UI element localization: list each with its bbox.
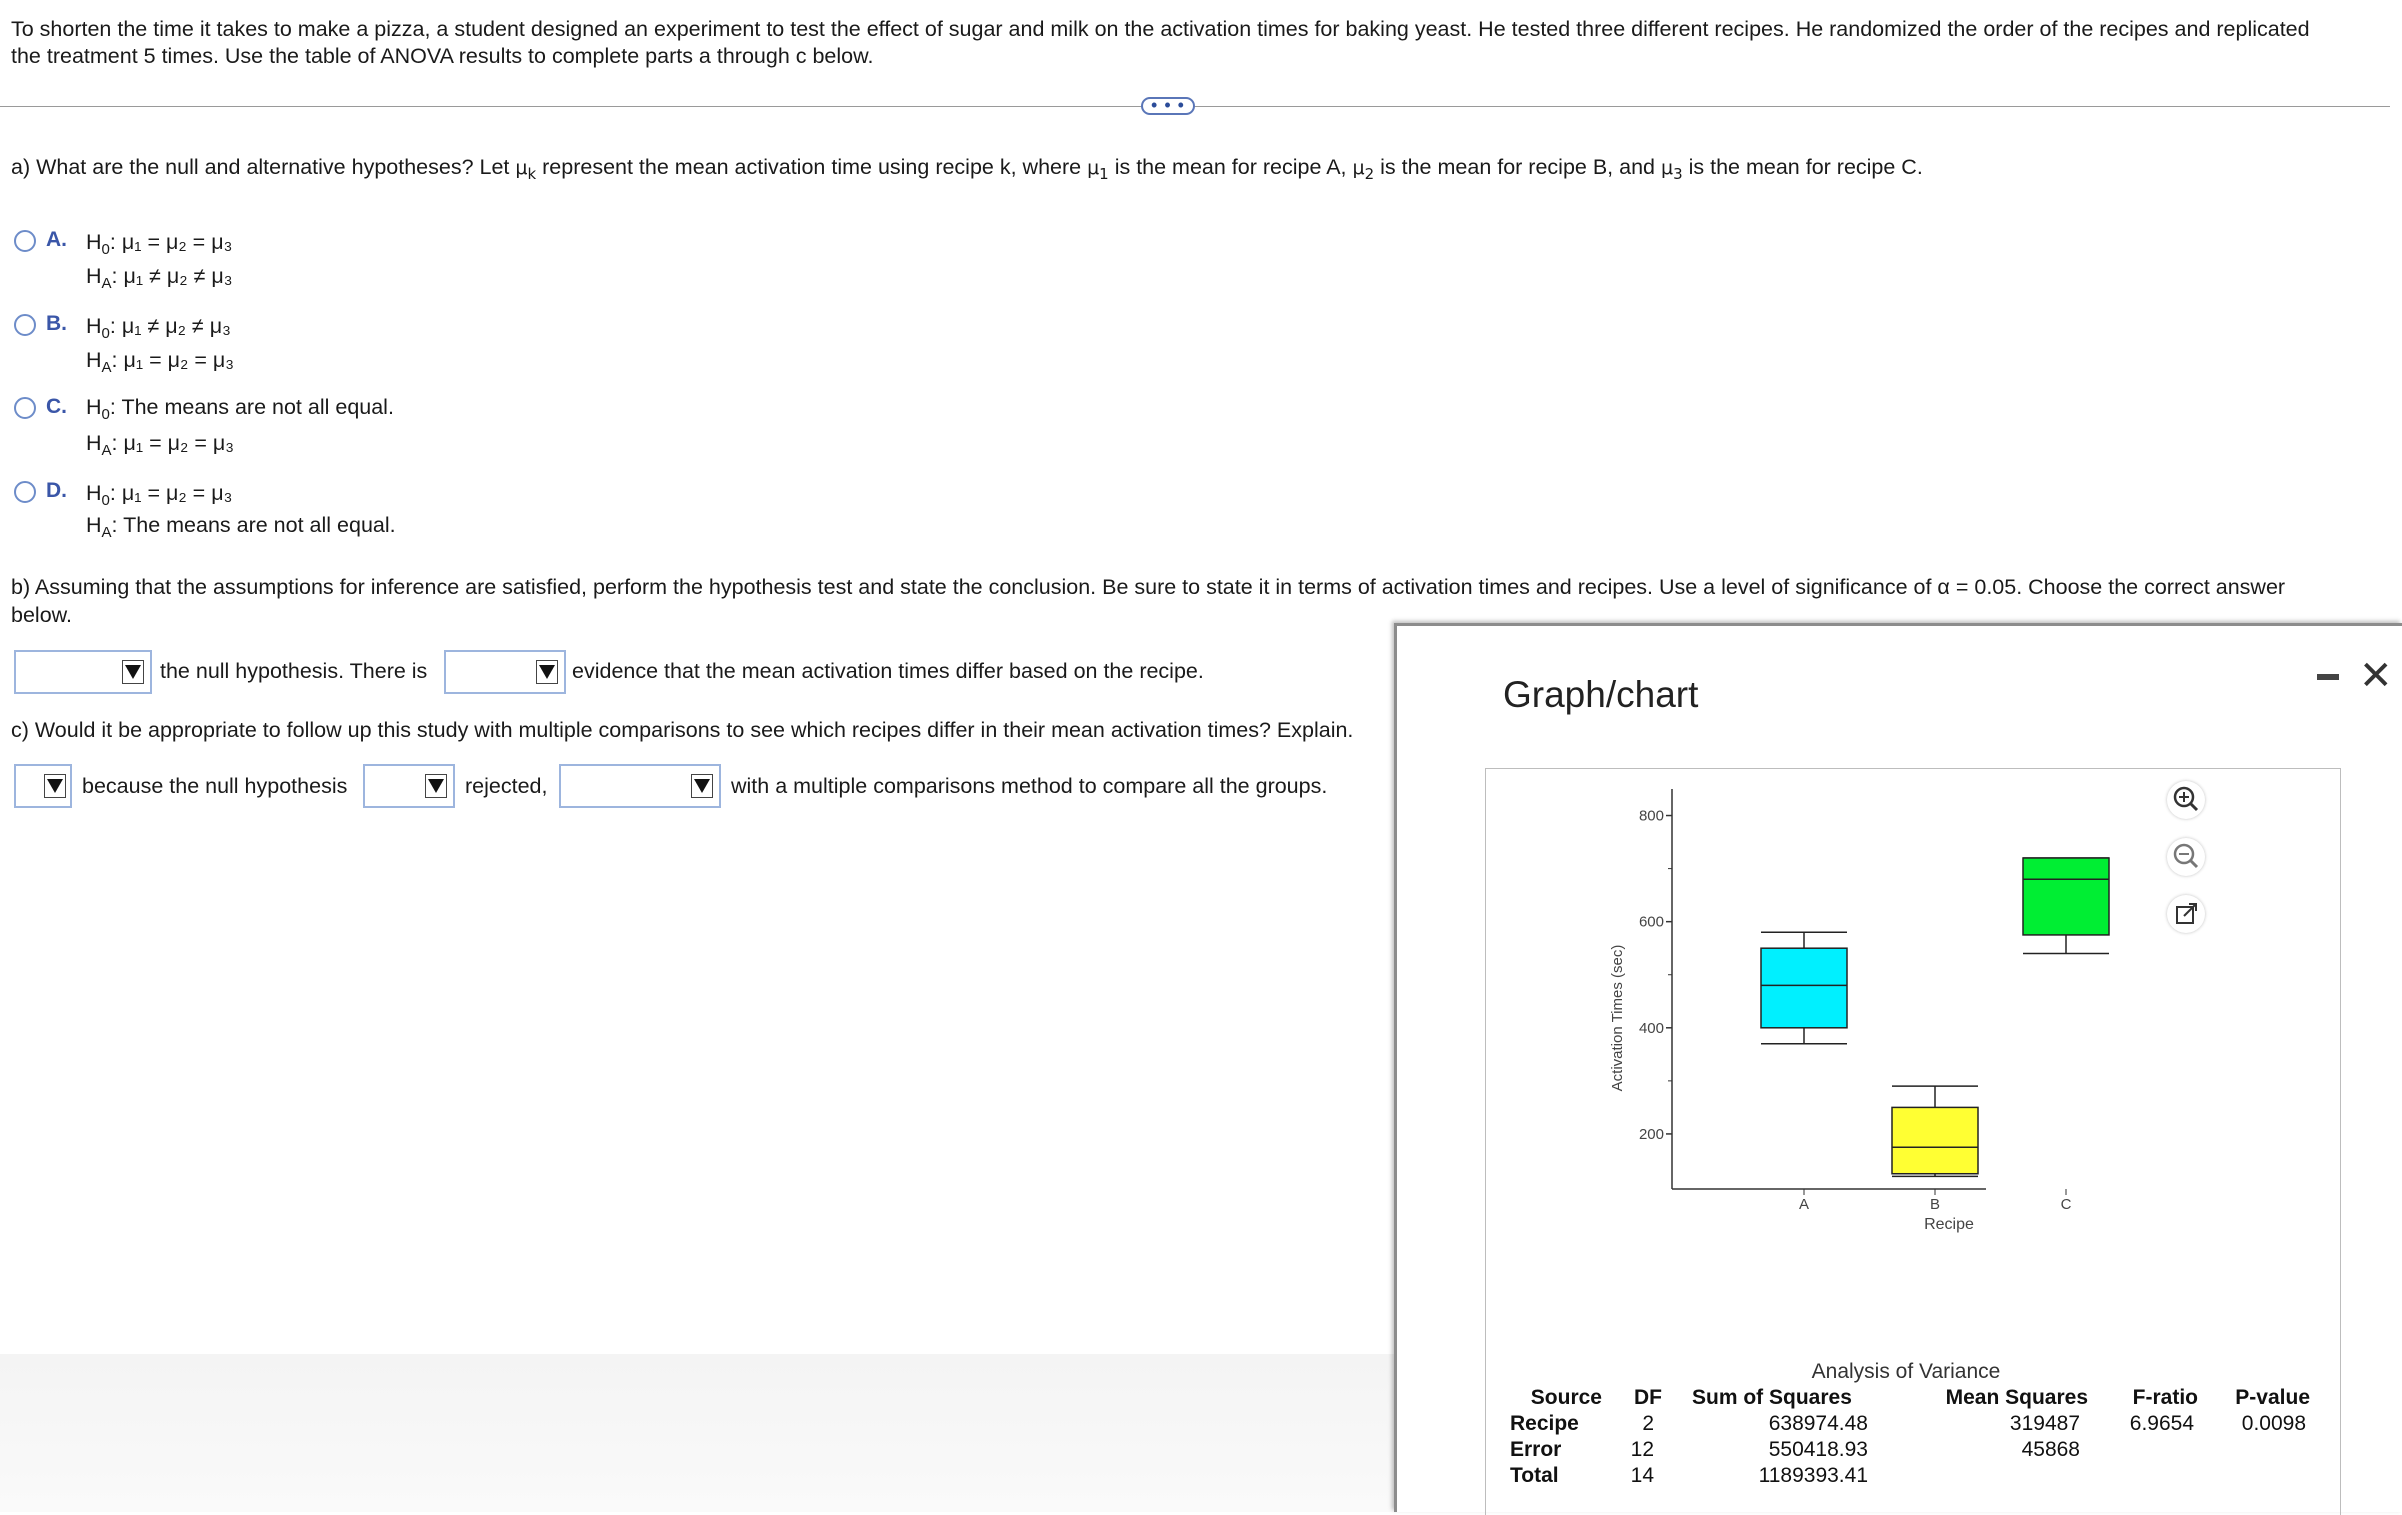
y-tick-label: 400 (1638, 1019, 1664, 1037)
external-link-icon (2167, 895, 2205, 933)
part-a-prompt-text-4: is the mean for recipe B, and (1374, 155, 1661, 179)
question-intro (11, 16, 2391, 70)
option-b-radio[interactable] (14, 314, 36, 336)
y-tick-label: 200 (1638, 1125, 1664, 1143)
anova-cell-p: 0.0098 (2241, 1412, 2306, 1435)
anova-cell-df: 2 (1642, 1412, 1654, 1435)
mu-3: $\mu_3$ (1660, 157, 1683, 183)
anova-cell-source: Error (1510, 1438, 1562, 1461)
part-b-prompt-line1: b) Assuming that the assumptions for inference are satisfied, perform the hypothesis test and state the conclusion. Be sure to state it in terms of activation times and recipes. Use a level of significance of α = 0.05. Choose the correct answer (11, 575, 2286, 599)
option-b-h0-text: μ₁ ≠ μ₂ ≠ μ₃ (121, 314, 231, 338)
box-C (2023, 858, 2109, 935)
anova-cell-ms: 319487 (2009, 1412, 2080, 1435)
y-axis-label: Activation Times (sec) (1609, 944, 1626, 1092)
anova-header-source: Source (1530, 1386, 1602, 1409)
anova-header-df: DF (1634, 1386, 1662, 1409)
graph-chart-popup (1394, 623, 2402, 1512)
chart-frame (1485, 768, 2341, 1515)
part-c-answer-select[interactable] (14, 764, 72, 808)
question-intro-line2: the treatment 5 times. Use the table of ANOVA results to complete parts a through c below. (11, 44, 874, 68)
option-a-letter: A. (46, 228, 67, 251)
mu-k: $\mu_k$ (515, 157, 537, 183)
x-tick-label: B (1929, 1196, 1941, 1213)
x-axis-label: Recipe (1924, 1216, 1974, 1233)
part-a-prompt-text-5: is the mean for recipe C. (1682, 155, 1923, 179)
part-a-prompt-text-1: a) What are the null and alternative hypotheses? Let (11, 155, 516, 179)
divider (0, 106, 2390, 107)
anova-cell-source: Total (1510, 1464, 1559, 1487)
part-c-text-3: with a multiple comparisons method to compare all the groups. (731, 774, 1328, 798)
anova-cell-ss: 1189393.41 (1758, 1464, 1868, 1487)
anova-cell-ss: 638974.48 (1768, 1412, 1868, 1435)
part-b-text-1: the null hypothesis. There is (160, 659, 428, 683)
option-c-radio[interactable] (14, 397, 36, 419)
option-a-ha: $H_A$: μ₁ ≠ μ₂ ≠ μ₃ (86, 264, 233, 292)
anova-header-ss: Sum of Squares (1692, 1386, 1852, 1409)
boxplot-chart (1486, 769, 2342, 1329)
page-footer-band (0, 1354, 1395, 1512)
x-tick-label: A (1798, 1196, 1810, 1213)
option-b-ha-text: μ₁ = μ₂ = μ₃ (123, 348, 235, 372)
part-b-text-2: evidence that the mean activation times differ based on the recipe. (572, 659, 1204, 683)
chevron-down-icon (536, 660, 558, 684)
option-c-ha: $H_A$: μ₁ = μ₂ = μ₃ (86, 431, 235, 459)
option-d-h0-text: μ₁ = μ₂ = μ₃ (121, 481, 233, 505)
anova-header-ms: Mean Squares (1945, 1386, 2088, 1409)
anova-cell-df: 12 (1630, 1438, 1654, 1461)
part-b-evidence-select[interactable] (444, 650, 566, 694)
anova-cell-source: Recipe (1510, 1412, 1579, 1435)
zoom-in-button[interactable] (2167, 781, 2205, 819)
option-d-h0: $H_0$: μ₁ = μ₂ = μ₃ (86, 481, 233, 509)
popout-button[interactable] (2167, 895, 2205, 933)
option-c-h0: $H_0$: The means are not all equal. (86, 395, 394, 423)
zoom-out-icon (2167, 838, 2205, 876)
option-b-letter: B. (46, 312, 67, 335)
part-a-prompt-text-3: is the mean for recipe A, (1108, 155, 1353, 179)
chevron-down-icon (122, 660, 144, 684)
part-c-text-2: rejected, (465, 774, 548, 798)
option-a-h0-text: μ₁ = μ₂ = μ₃ (121, 230, 233, 254)
option-a-h0: $H_0$: μ₁ = μ₂ = μ₃ (86, 230, 233, 258)
box-B (1892, 1107, 1978, 1173)
option-c-h0-text: The means are not all equal. (121, 395, 394, 419)
chevron-down-icon (425, 774, 447, 798)
close-icon[interactable]: ✕ (2359, 654, 2393, 698)
zoom-in-icon (2167, 781, 2205, 819)
option-d-radio[interactable] (14, 481, 36, 503)
part-c-was-select[interactable] (363, 764, 455, 808)
y-tick-label: 800 (1638, 807, 1664, 825)
option-b-ha: $H_A$: μ₁ = μ₂ = μ₃ (86, 348, 235, 376)
question-intro-line1: To shorten the time it takes to make a pizza, a student designed an experiment to test the effect of sugar and milk on the activation times for baking yeast. He tested three different recipes. He randomized the order of the recipes and replicated (11, 17, 2310, 41)
part-a-prompt (11, 154, 1923, 182)
part-c-prompt: c) Would it be appropriate to follow up this study with multiple comparisons to see which recipes differ in their mean activation times? Explain. (11, 718, 1354, 742)
chevron-down-icon (44, 774, 66, 798)
option-b-h0: $H_0$: μ₁ ≠ μ₂ ≠ μ₃ (86, 314, 231, 342)
option-c-ha-text: μ₁ = μ₂ = μ₃ (123, 431, 235, 455)
part-c-text-1: because the null hypothesis (82, 774, 348, 798)
chevron-down-icon (691, 774, 713, 798)
part-a-prompt-text-2: represent the mean activation time using recipe k, where (536, 155, 1088, 179)
minimize-icon[interactable] (2317, 674, 2339, 680)
mu-1: $\mu_1$ (1087, 157, 1109, 183)
box-A (1761, 948, 1847, 1028)
part-b-prompt-line2: below. (11, 603, 72, 627)
anova-header-f: F-ratio (2132, 1386, 2198, 1409)
anova-cell-df: 14 (1630, 1464, 1654, 1487)
popup-title: Graph/chart (1503, 674, 1699, 715)
option-a-radio[interactable] (14, 230, 36, 252)
anova-cell-ss: 550418.93 (1768, 1438, 1868, 1461)
anova-title: Analysis of Variance (1811, 1360, 2001, 1383)
anova-cell-ms: 45868 (2021, 1438, 2080, 1461)
anova-header-p: P-value (2235, 1386, 2310, 1409)
mu-2: $\mu_2$ (1352, 157, 1375, 183)
option-a-ha-text: μ₁ ≠ μ₂ ≠ μ₃ (123, 264, 233, 288)
anova-cell-f: 6.9654 (2129, 1412, 2194, 1435)
more-button[interactable]: • • • (1141, 97, 1195, 115)
option-c-letter: C. (46, 395, 67, 418)
option-d-ha-text: The means are not all equal. (123, 513, 396, 537)
x-tick-label: C (2060, 1196, 2072, 1213)
option-d-ha: $H_A$: The means are not all equal. (86, 513, 396, 541)
zoom-out-button[interactable] (2167, 838, 2205, 876)
y-tick-label: 600 (1638, 913, 1664, 931)
option-d-letter: D. (46, 479, 67, 502)
part-c-follow-select[interactable] (559, 764, 721, 808)
part-b-decision-select[interactable] (14, 650, 152, 694)
